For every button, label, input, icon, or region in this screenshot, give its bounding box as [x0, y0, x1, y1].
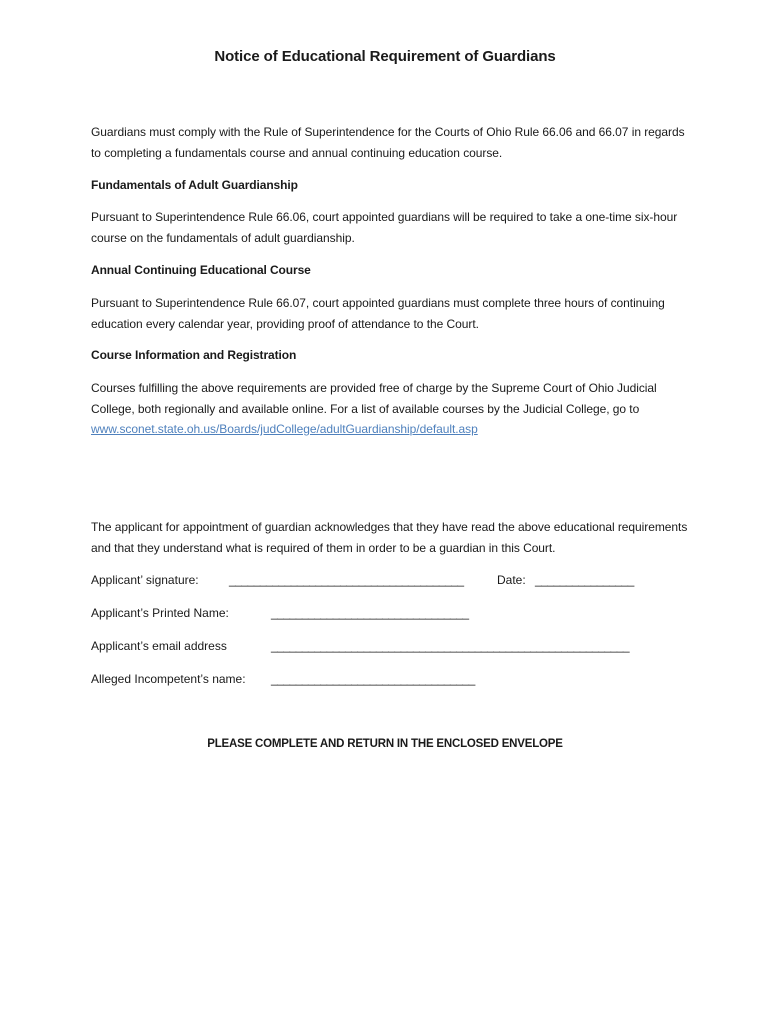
printed-name-label: Applicant’s Printed Name:	[91, 606, 229, 620]
section-body-continuing-education: Pursuant to Superintendence Rule 66.07, court appointed guardians must complete three hours of continuing education every calendar year, providing proof of attendance to the Court.	[91, 296, 665, 331]
acknowledgement-paragraph: The applicant for appointment of guardian acknowledges that they have read the above educational requirements and that they understand what is required of them in order to be a guardian in this Court.	[91, 520, 688, 555]
incompetent-name-label: Alleged Incompetent’s name:	[91, 672, 246, 686]
email-label: Applicant’s email address	[91, 639, 227, 653]
signature-field[interactable]: ______________________________________	[229, 573, 464, 587]
printed-name-field[interactable]: ________________________________	[271, 606, 469, 620]
course-information-text: Courses fulfilling the above requirements are provided free of charge by the Supreme Court of Ohio Judicial College, both regionally and available online. For a list of available courses by the Judicial College, go to	[91, 381, 657, 416]
date-label: Date:	[497, 573, 526, 587]
page-title: Notice of Educational Requirement of Guardians	[214, 48, 556, 65]
signature-label: Applicant’ signature:	[91, 573, 199, 587]
date-field[interactable]: ________________	[535, 573, 634, 587]
incompetent-name-field[interactable]: _________________________________	[271, 672, 475, 686]
intro-paragraph: Guardians must comply with the Rule of Superintendence for the Courts of Ohio Rule 66.06 and 66.07 in regards to completing a fundamentals course and annual continuing education course.	[91, 125, 685, 160]
section-heading-continuing-education: Annual Continuing Educational Course	[91, 263, 311, 277]
section-heading-fundamentals: Fundamentals of Adult Guardianship	[91, 178, 298, 192]
email-field[interactable]: __________________________________________________________	[271, 639, 630, 653]
section-body-fundamentals: Pursuant to Superintendence Rule 66.06, court appointed guardians will be required to take a one-time six-hour course on the fundamentals of adult guardianship.	[91, 210, 678, 245]
judicial-college-link[interactable]: www.sconet.state.oh.us/Boards/judCollege/adultGuardianship/default.asp	[91, 422, 478, 436]
section-heading-course-information: Course Information and Registration	[91, 348, 297, 362]
return-instruction: PLEASE COMPLETE AND RETURN IN THE ENCLOSED ENVELOPE	[207, 738, 563, 750]
section-body-course-information	[91, 378, 691, 440]
